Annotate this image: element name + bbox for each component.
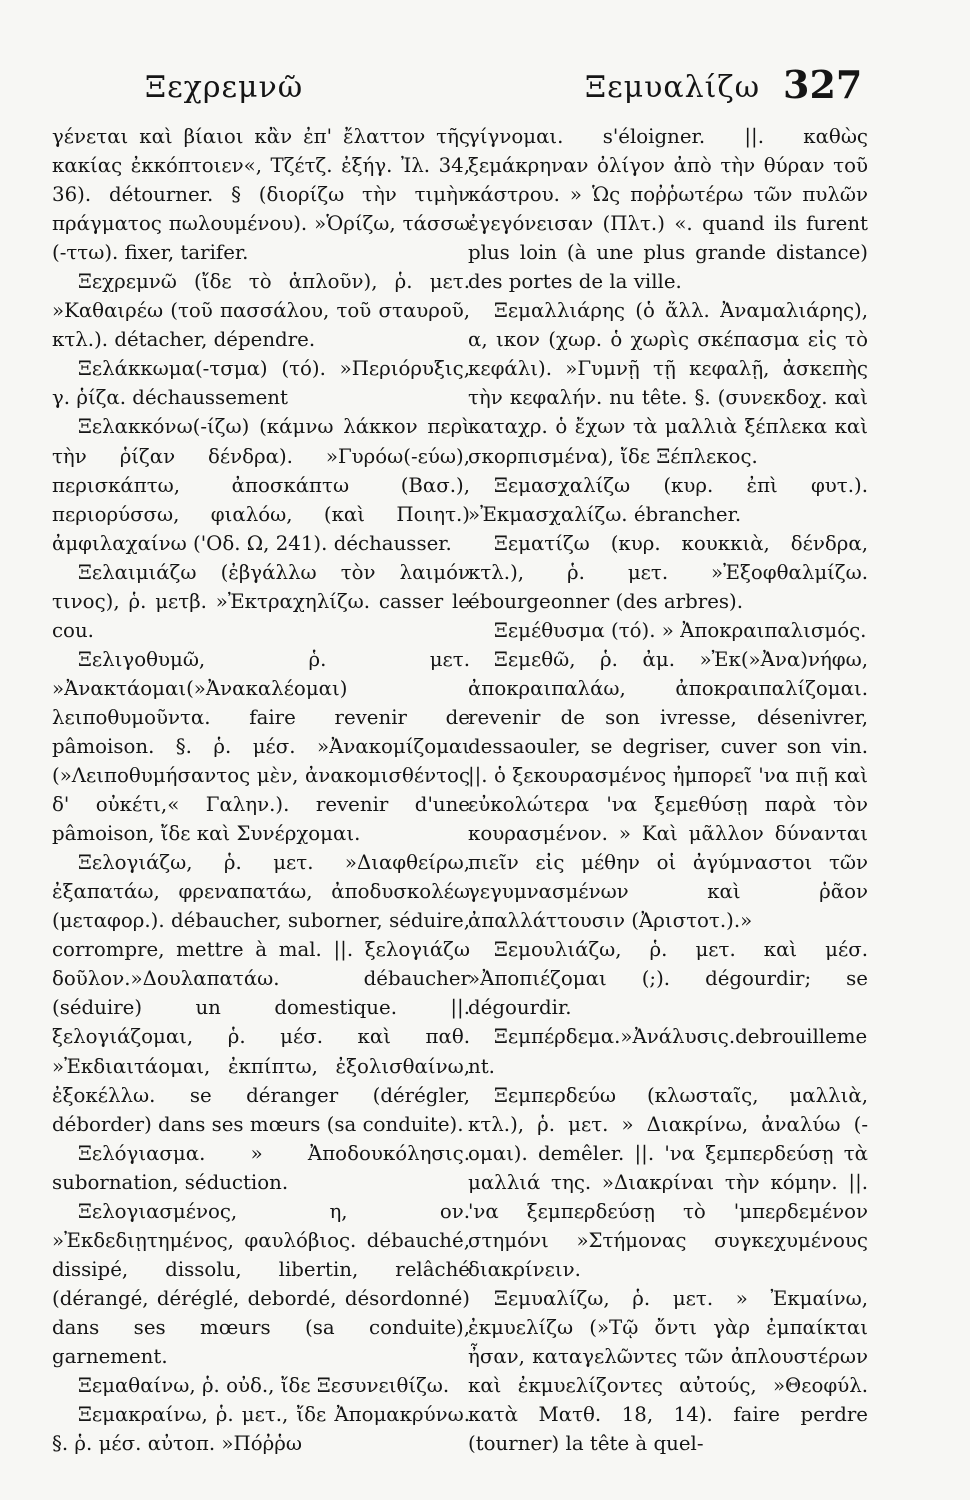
dictionary-entry: Ξεμπέρδεμα.»Ἀνάλυσις.debrouillement. — [468, 1025, 868, 1078]
dictionary-entry: γίγνομαι. s'éloigner. ||. καθὼς ξεμάκρηναν ὀλίγον ἀπὸ τὴν θύραν τοῦ κάστρου. » Ὡς ποῤῥωτέρω τῶν πυλῶν ἐγεγόνεισαν (Πλτ.) «. quand ils furent plus loin (à une plus grande distance) des portes de la ville. — [468, 125, 868, 294]
left-column — [52, 122, 470, 1458]
page-header — [0, 62, 970, 122]
dictionary-entry: γένεται καὶ βίαιοι κἂν ἐπ' ἔλαττον τῆς κακίας ἐκκόπτοιεν«, Τζέτζ. ἐξήγ. Ἰλ. 34, 36). détourner. § (διορίζω τὴν τιμὴν πράγματος πωλουμένου). »Ὁρίζω, τάσσω (-ττω). fixer, tarifer. — [52, 125, 470, 265]
right-column — [468, 122, 868, 1458]
dictionary-entry: Ξεματίζω (κυρ. κουκκιὰ, δένδρα, κτλ.), ῥ. μετ. »Ἐξοφθαλμίζω. ébourgeonner (des arbres). — [468, 531, 868, 613]
dictionary-entry: Ξεμαλλιάρης (ὁ ἄλλ. Ἀναμαλιάρης), α, ικον (χωρ. ὁ χωρὶς σκέπασμα εἰς τὸ κεφάλι). »Γυμνῇ τῇ κεφαλῇ, ἀσκεπὴς τὴν κεφαλήν. nu tête. §. (συνεκδοχ. καὶ καταχρ. ὁ ἔχων τὰ μαλλιὰ ξέπλεκα καὶ σκορπισμένα), ἴδε Ξέπλεκος. — [468, 299, 868, 468]
page-number: 327 — [783, 62, 863, 107]
dictionary-entry: Ξελόγιασμα. » Ἀποδουκόλησις. subornation, séduction. — [52, 1141, 470, 1194]
dictionary-entry: Ξελιγοθυμῶ, ῥ. μετ. »Ἀνακτάομαι(»Ἀνακαλέομαι) λειποθυμοῦντα. faire revenir de pâmoison. §. ῥ. μέσ. »Ἀνακομίζομαι (»Λειποθυμήσαντος μὲν, ἀνακομισθέντος δ' οὐκέτι,« Γαλην.). revenir d'une pâmoison, ἴδε καὶ Συνέρχομαι. — [52, 647, 470, 846]
dictionary-entry: Ξελαιμιάζω (ἐβγάλλω τὸν λαιμόν τινος), ῥ. μετβ. »Ἐκτραχηλίζω. casser le cou. — [52, 560, 470, 642]
dictionary-entry: Ξελάκκωμα(-τσμα) (τό). »Περιόρυξις, γ. ῥίζα. déchaussement — [52, 357, 470, 410]
right-running-headword: Ξεμυαλίζω — [585, 70, 761, 105]
dictionary-entry: Ξεχρεμνῶ (ἴδε τὸ ἁπλοῦν), ῥ. μετ. »Καθαιρέω (τοῦ πασσάλου, τοῦ σταυροῦ, κτλ.). détacher, dépendre. — [52, 270, 470, 352]
dictionary-entry: Ξεμεθῶ, ῥ. ἀμ. »Ἐκ(»Ἀνα)νήφω, ἀποκραιπαλάω, ἀποκραιπαλίζομαι. revenir de son ivresse, désenivrer, dessaouler, se degriser, cuver son vin. ||. ὁ ξεκουρασμένος ἠμπορεῖ 'να πιῇ καὶ εὐκολώτερα 'να ξεμεθύσῃ παρὰ τὸν κουρασμένον. » Καὶ μᾶλλον δύνανται πιεῖν εἰς μέθην οἱ ἀγύμναστοι τῶν γεγυμνασμένων καὶ ῥᾶον ἀπαλλάττουσιν (Ἀριστοτ.).» — [468, 647, 868, 933]
dictionary-entry: Ξελογιασμένος, η, ον. »Ἐκδεδιῃτημένος, φαυλόβιος. débauché, dissipé, dissolu, libertin, relâché (dérangé, déréglé, debordé, désordonné) dans ses mœurs (sa conduite), garnement. — [52, 1199, 470, 1368]
dictionary-entry: Ξεμαθαίνω, ῥ. οὐδ., ἴδε Ξεσυνειθίζω. — [78, 1374, 450, 1398]
dictionary-entry: Ξεμακραίνω, ῥ. μετ., ἴδε Ἀπομακρύνω. §. ῥ. μέσ. αὐτοπ. »Πόῤῥω — [52, 1403, 470, 1456]
dictionary-entry: Ξεμέθυσμα (τό). » Ἀποκραιπαλισμός. — [494, 618, 867, 642]
dictionary-entry: Ξεμασχαλίζω (κυρ. ἐπὶ φυτ.). »Ἐκμασχαλίζω. ébrancher. — [468, 473, 868, 526]
dictionary-entry: Ξεμπερδεύω (κλωσταῖς, μαλλιὰ, κτλ.), ῥ. μετ. » Διακρίνω, ἀναλύω (-ομαι). demêler. ||. 'να ξεμπερδεύσῃ τὰ μαλλιά της. »Διακρίναι τὴν κόμην. ||. 'να ξεμπερδεύσῃ τὸ 'μπερδεμένον στημόνι »Στήμονας συγκεχυμένους διακρίνειν. — [468, 1083, 868, 1281]
dictionary-entry: Ξελακκόνω(-ίζω) (κάμνω λάκκον περὶ τὴν ῥίζαν δένδρα). »Γυρόω(-εύω), περισκάπτω, ἀποσκάπτω (Βασ.), περιορύσσω, φιαλόω, (καὶ Ποιητ.) ἀμφιλαχαίνω ('Οδ. Ω, 241). déchausser. — [52, 415, 470, 555]
dictionary-entry: Ξελογιάζω, ῥ. μετ. »Διαφθείρω, ἐξαπατάω, φρεναπατάω, ἀποδυσκολέω (μεταφορ.). débaucher, suborner, séduire, corrompre, mettre à mal. ||. ξελογιάζω δοῦλον.»Δουλαπατάω. débaucher (séduire) un domestique. ||. ξελογιάζομαι, ῥ. μέσ. καὶ παθ. »Ἐκδιαιτάομαι, ἐκπίπτω, ἐξολισθαίνω, ἐξοκέλλω. se déranger (dérégler, déborder) dans ses mœurs (sa conduite). — [52, 851, 470, 1136]
left-running-headword: Ξεχρεμνῶ — [145, 70, 304, 105]
dictionary-entry: Ξεμυαλίζω, ῥ. μετ. » Ἐκμαίνω, ἐκμυελίζω (»Τῷ ὄντι γὰρ ἐμπαίκται ἦσαν, καταγελῶντες τῶν ἀπλουστέρων καὶ ἐκμυελίζοντες αὐτούς, »Θεοφύλ. κατὰ Ματθ. 18, 14). faire perdre (tourner) la tête à quel- — [468, 1286, 868, 1456]
dictionary-entry: Ξεμουλιάζω, ῥ. μετ. καὶ μέσ. »Ἀποπιέζομαι (;). dégourdir; se dégourdir. — [468, 938, 868, 1020]
